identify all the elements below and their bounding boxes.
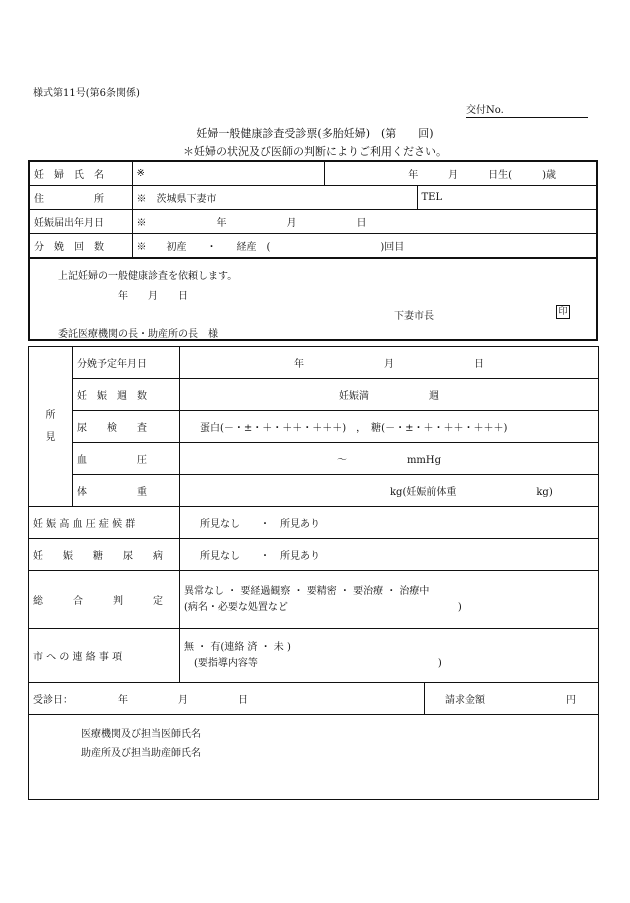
table-row	[30, 210, 596, 234]
table-row	[29, 411, 599, 443]
overall-label: 総 合 判 定	[29, 571, 180, 629]
pregnancy-report-field[interactable]: ※ 年 月 日	[132, 210, 596, 234]
findings-group-label: 所 見	[29, 347, 73, 507]
diabetes-field[interactable]: 所見なし ・ 所見あり	[180, 539, 599, 571]
bp-field[interactable]: ～ mmHg	[180, 443, 599, 475]
addressee: 委託医療機関の長・助産所の長 様	[58, 329, 218, 340]
table-row	[29, 507, 599, 539]
table-row	[29, 571, 599, 629]
urine-field[interactable]: 蛋白(－・±・＋・＋＋・＋＋＋) ， 糖(－・±・＋・＋＋・＋＋＋)	[180, 411, 599, 443]
contact-options[interactable]: 無 ・ 有(連絡 済 ・ 未 )	[184, 641, 291, 653]
midwife-name-line: 助産所及び担当助産師氏名	[81, 748, 201, 759]
hypertension-label: 妊 娠 高 血 圧 症 候 群	[29, 507, 180, 539]
billing-label: 請求金額	[445, 695, 485, 706]
hypertension-field[interactable]: 所見なし ・ 所見あり	[180, 507, 599, 539]
delivery-count-field[interactable]: ※ 初産 ・ 経産 ( )回目	[132, 234, 596, 258]
table-row	[29, 683, 599, 715]
overall-details[interactable]: (病名・必要な処置など )	[184, 601, 462, 613]
table-row	[29, 629, 599, 683]
findings-table	[28, 346, 599, 800]
pregnancy-report-label: 妊娠届出年月日	[30, 210, 132, 234]
contact-details[interactable]: (要指導内容等 )	[184, 657, 442, 669]
seal-stamp: 印	[556, 305, 570, 319]
due-date-label: 分娩予定年月日	[73, 347, 180, 379]
overall-field[interactable]	[180, 571, 599, 629]
billing-field[interactable]	[425, 683, 599, 715]
contact-label: 市 へ の 連 絡 事 項	[29, 629, 180, 683]
table-row	[30, 234, 596, 258]
urine-label: 尿 検 査	[73, 411, 180, 443]
signature-field[interactable]	[29, 715, 599, 800]
table-row	[30, 186, 596, 210]
bp-label: 血 圧	[73, 443, 180, 475]
page-subtitle: ＊妊婦の状況及び医師の判断によりご利用ください。	[183, 145, 447, 158]
request-date[interactable]: 年 月 日	[118, 291, 188, 302]
weeks-label: 妊 娠 週 数	[73, 379, 180, 411]
doctor-name-line: 医療機関及び担当医師氏名	[81, 729, 201, 740]
patient-info-table	[30, 162, 596, 258]
address-label: 住 所	[30, 186, 132, 210]
patient-info-box	[28, 160, 598, 341]
delivery-count-label: 分 娩 回 数	[30, 234, 132, 258]
request-section	[30, 258, 596, 339]
table-row	[29, 715, 599, 800]
name-label: 妊 婦 氏 名	[30, 162, 132, 186]
overall-options[interactable]: 異常なし ・ 要経過観察 ・ 要精密 ・ 要治療 ・ 治療中	[184, 585, 430, 597]
birth-field[interactable]: 年 月 日生( )歳	[324, 162, 596, 186]
exam-date-field[interactable]: 受診日： 年 月 日	[29, 683, 425, 715]
page-title: 妊婦一般健康診査受診票(多胎妊婦) (第 回)	[196, 127, 434, 140]
issue-number-field[interactable]: 交付No.	[466, 101, 588, 118]
table-row	[29, 443, 599, 475]
form-number: 様式第11号(第6条関係)	[33, 88, 140, 99]
name-field[interactable]: ※	[132, 162, 324, 186]
contact-field[interactable]	[180, 629, 599, 683]
weeks-field[interactable]: 妊娠満 週	[180, 379, 599, 411]
mayor-label: 下妻市長	[394, 311, 434, 322]
address-field[interactable]: ※ 茨城県下妻市	[132, 186, 417, 210]
table-row	[30, 162, 596, 186]
weight-label: 体 重	[73, 475, 180, 507]
table-row	[29, 379, 599, 411]
table-row	[29, 347, 599, 379]
diabetes-label: 妊 娠 糖 尿 病	[29, 539, 180, 571]
request-text: 上記妊婦の一般健康診査を依頼します。	[58, 271, 238, 282]
table-row	[29, 475, 599, 507]
table-row	[29, 539, 599, 571]
billing-unit: 円	[566, 695, 576, 706]
weight-field[interactable]: kg(妊娠前体重 kg)	[180, 475, 599, 507]
tel-field[interactable]: TEL	[417, 186, 596, 210]
due-date-field[interactable]: 年 月 日	[180, 347, 599, 379]
